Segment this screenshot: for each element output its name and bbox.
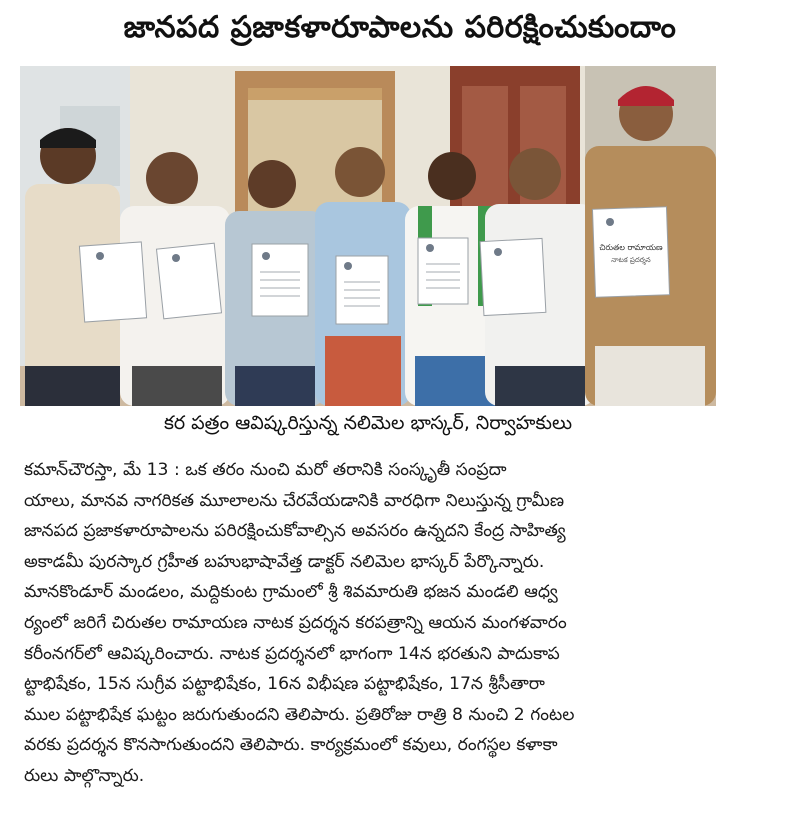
article-line: కరీంనగర్‌లో ఆవిష్కరించారు. నాటక ప్రదర్శనలో భాగంగా 14న భరతుని పాదుకాప (24, 643, 560, 664)
news-photo (20, 66, 716, 406)
photo-caption: కర పత్రం ఆవిష్కరిస్తున్న నలిమెల భాస్కర్, నిర్వాహకులు (163, 412, 573, 434)
article-line: ట్టాభిషేకం, 15న సుగ్రీవ పట్టాభిషేకం, 16న విభీషణ పట్టాభిషేకం, 17న శ్రీసీతారా (24, 674, 545, 695)
article-line: కమాన్‌చౌరస్తా, మే 13 : ఒక తరం నుంచి మరో తరానికి సంస్కృతీ సంప్రదా (24, 460, 507, 480)
article-line: ర్యంలో జరిగే చిరుతల రామాయణ నాటక ప్రదర్శన కరపత్రాన్ని ఆయన మంగళవారం (24, 612, 567, 633)
article-line: మానకొండూర్ మండలం, మద్దికుంట గ్రామంలో శ్రీ శివమారుతి భజన మండలి ఆధ్వ (24, 582, 558, 603)
article-line: వరకు ప్రదర్శన కొనసాగుతుందని తెలిపారు. కార్యక్రమంలో కవులు, రంగస్థల కళాకా (24, 735, 558, 756)
article-line: ముల పట్టాభిషేక ఘట్టం జరుగుతుందని తెలిపారు. ప్రతిరోజు రాత్రి 8 నుంచి 2 గంటల (24, 704, 575, 725)
certificate-title: చిరుతల రామాయణ (599, 243, 663, 252)
article-line: జానపద ప్రజాకళారూపాలను పరిరక్షించుకోవాల్సిన అవసరం ఉన్నదని కేంద్ర సాహిత్య (24, 521, 566, 542)
article-line: యాలు, మానవ నాగరికత మూలాలను చేరవేయడానికి వారధిగా నిలుస్తున్న గ్రామీణ (24, 490, 565, 511)
headline: జానపద ప్రజాకళారూపాలను పరిరక్షించుకుందాం (123, 10, 677, 45)
article-body (24, 455, 714, 792)
article-line: రులు పాల్గొన్నారు. (24, 765, 145, 786)
article-line: అకాడమీ పురస్కార గ్రహీత బహుభాషావేత్త డాక్టర్ నలిమెల భాస్కర్ పేర్కొన్నారు. (24, 551, 545, 572)
certificate-subtitle: నాటక ప్రదర్శన (611, 256, 651, 264)
